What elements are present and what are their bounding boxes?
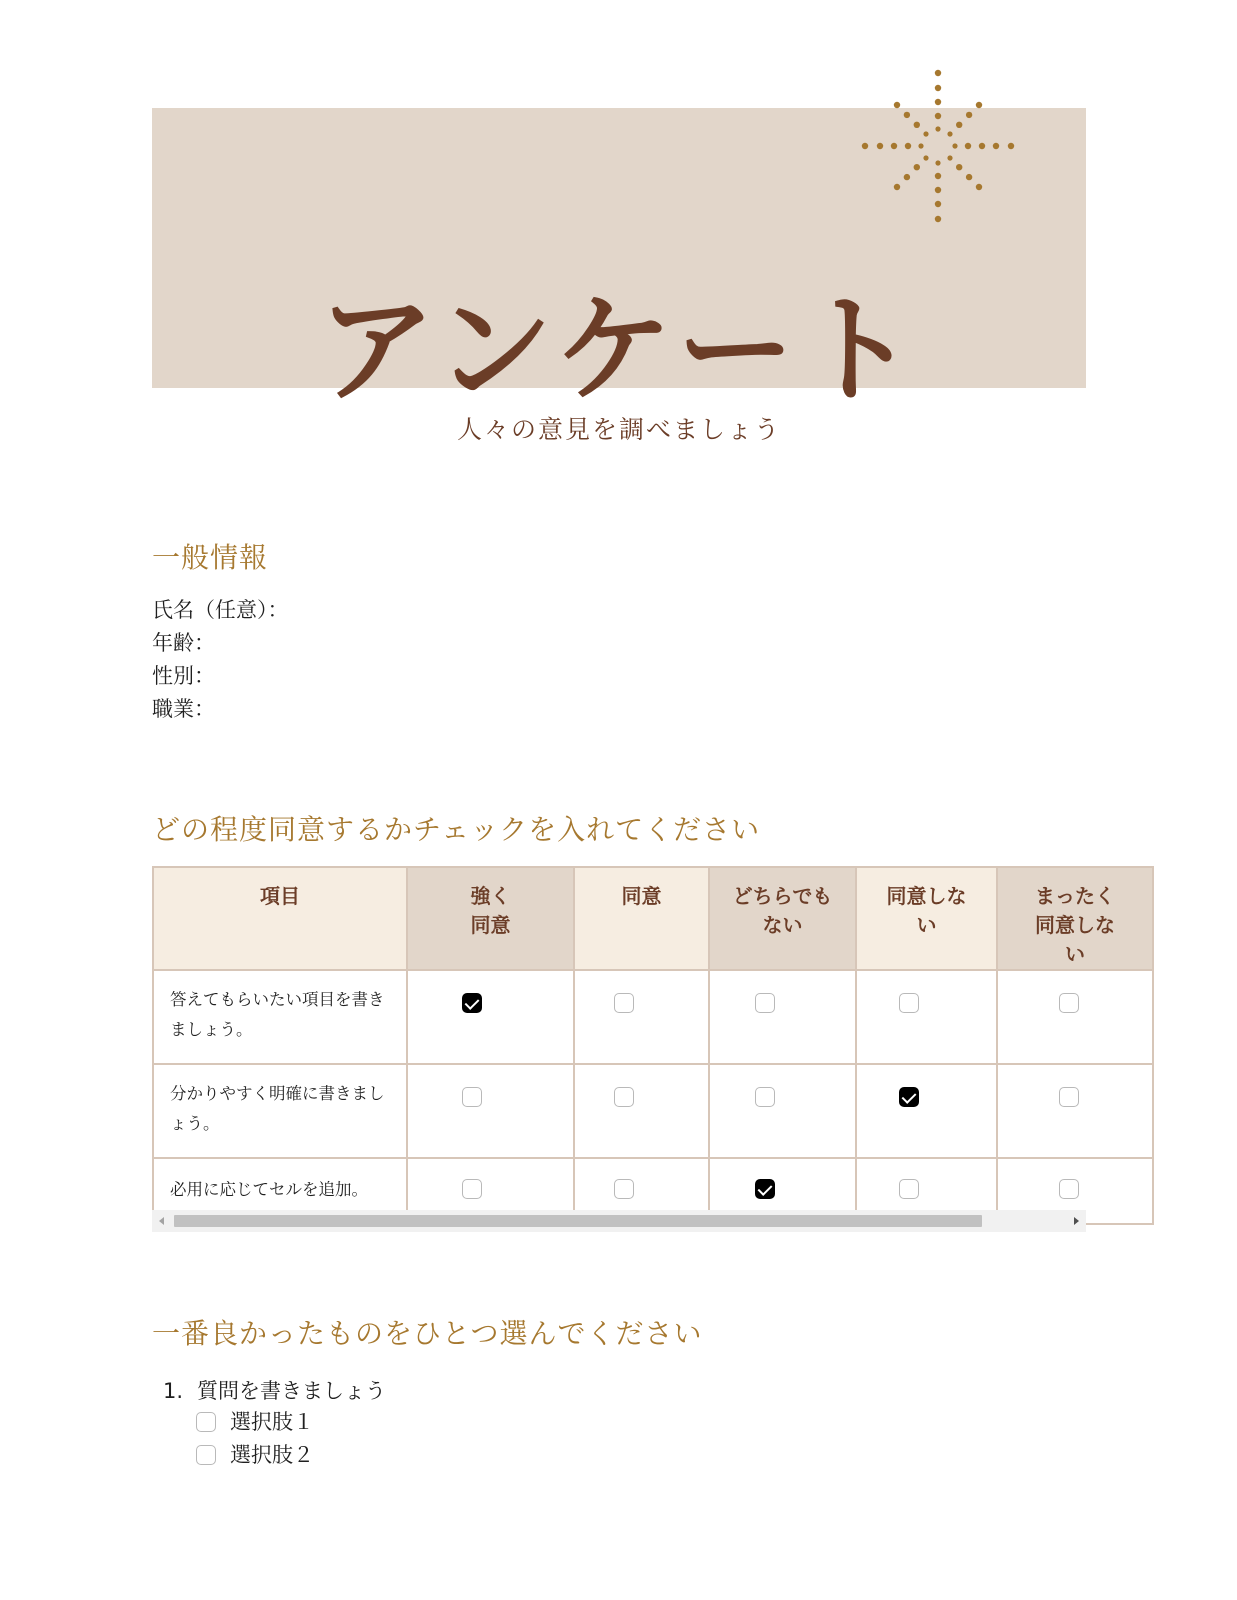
question-text: 質問を書きましょう (197, 1379, 386, 1403)
checkbox-icon[interactable] (196, 1445, 216, 1465)
checkbox-icon[interactable] (899, 1087, 919, 1107)
section-heading-general: 一般情報 (152, 541, 269, 574)
sunburst-dot (965, 143, 971, 149)
section-heading-agreement: どの程度同意するかチェックを入れてください (152, 813, 761, 846)
sunburst-dot (935, 160, 940, 165)
sunburst-dot (923, 131, 928, 136)
checkbox-icon[interactable] (755, 993, 775, 1013)
scroll-right-arrow-icon[interactable] (1074, 1217, 1079, 1225)
sunburst-dot (914, 164, 920, 170)
sunburst-dot (935, 70, 941, 76)
sunburst-dot (952, 143, 957, 148)
checkbox-icon[interactable] (462, 1087, 482, 1107)
checkbox-icon[interactable] (614, 993, 634, 1013)
sunburst-dot (935, 201, 941, 207)
section-heading-choice: 一番良かったものをひとつ選んでください (152, 1317, 703, 1350)
column-header-disagree: 同意しない (856, 867, 997, 970)
option-item[interactable] (196, 1406, 314, 1439)
question-item (163, 1375, 386, 1405)
info-field-occupation: 職業： (152, 697, 215, 721)
checkbox-icon[interactable] (755, 1179, 775, 1199)
option-item[interactable] (196, 1439, 314, 1472)
row-label: 分かりやすく明確に書きましょう。 (153, 1064, 407, 1158)
agreement-table (152, 866, 1154, 1225)
checkbox-icon[interactable] (1059, 1179, 1079, 1199)
row-label: 必用に応じてセルを追加。 (153, 1158, 407, 1224)
info-field-age: 年齢： (152, 631, 215, 655)
checkbox-icon[interactable] (614, 1179, 634, 1199)
sunburst-dot (966, 112, 972, 118)
option-label: 選択肢２ (230, 1443, 314, 1467)
question-number: 1. (163, 1379, 184, 1403)
option-list (196, 1406, 314, 1472)
sunburst-dot (935, 187, 941, 193)
sunburst-dot (905, 143, 911, 149)
sunburst-dot (918, 143, 923, 148)
table-row (153, 1064, 1153, 1158)
sunburst-dot (956, 164, 962, 170)
checkbox-icon[interactable] (614, 1087, 634, 1107)
scrollbar-thumb[interactable] (174, 1215, 982, 1227)
sunburst-dot (979, 143, 985, 149)
info-field-gender: 性別： (152, 664, 215, 688)
checkbox-icon[interactable] (899, 1179, 919, 1199)
checkbox-icon[interactable] (196, 1412, 216, 1432)
sunburst-dot (976, 184, 982, 190)
checkbox-icon[interactable] (462, 1179, 482, 1199)
sunburst-dot (891, 143, 897, 149)
row-label: 答えてもらいたい項目を書きましょう。 (153, 970, 407, 1064)
sunburst-dot (935, 113, 941, 119)
checkbox-icon[interactable] (462, 993, 482, 1013)
sunburst-dot (935, 126, 940, 131)
sunburst-dot (993, 143, 999, 149)
sunburst-dot (914, 122, 920, 128)
scroll-left-arrow-icon[interactable] (159, 1217, 164, 1225)
sunburst-dot (947, 155, 952, 160)
sunburst-dot (894, 102, 900, 108)
horizontal-scrollbar[interactable] (152, 1210, 1086, 1232)
table-row (153, 970, 1153, 1064)
agreement-table-scroll-area[interactable] (152, 866, 1115, 1242)
header-banner (152, 108, 1086, 419)
column-header-strongly-agree: 強く同意 (407, 867, 574, 970)
checkbox-icon[interactable] (1059, 1087, 1079, 1107)
sunburst-dot (935, 173, 941, 179)
general-info-list (152, 594, 289, 726)
sunburst-dot (976, 102, 982, 108)
page-subtitle: 人々の意見を調べましょう (456, 415, 781, 444)
sunburst-dot (966, 174, 972, 180)
sunburst-dot (935, 216, 941, 222)
checkbox-icon[interactable] (755, 1087, 775, 1107)
sunburst-dot (862, 143, 868, 149)
sunburst-dot (1008, 143, 1014, 149)
sunburst-dot (935, 85, 941, 91)
sunburst-dot (935, 99, 941, 105)
option-label: 選択肢１ (230, 1410, 314, 1434)
sunburst-dot (956, 122, 962, 128)
column-header-neutral: どちらでもない (709, 867, 856, 970)
info-field-name: 氏名（任意）： (152, 598, 289, 622)
sunburst-dot (904, 174, 910, 180)
table-header-row (153, 867, 1153, 970)
sunburst-dot (904, 112, 910, 118)
page-title: アンケート (317, 281, 921, 419)
column-header-agree: 同意 (574, 867, 709, 970)
column-header-strongly-disagree: まったく同意しない (997, 867, 1153, 970)
checkbox-icon[interactable] (1059, 993, 1079, 1013)
column-header-item: 項目 (153, 867, 407, 970)
sunburst-dot (877, 143, 883, 149)
checkbox-icon[interactable] (899, 993, 919, 1013)
sunburst-dot (947, 131, 952, 136)
sunburst-dot (894, 184, 900, 190)
sunburst-dot (923, 155, 928, 160)
